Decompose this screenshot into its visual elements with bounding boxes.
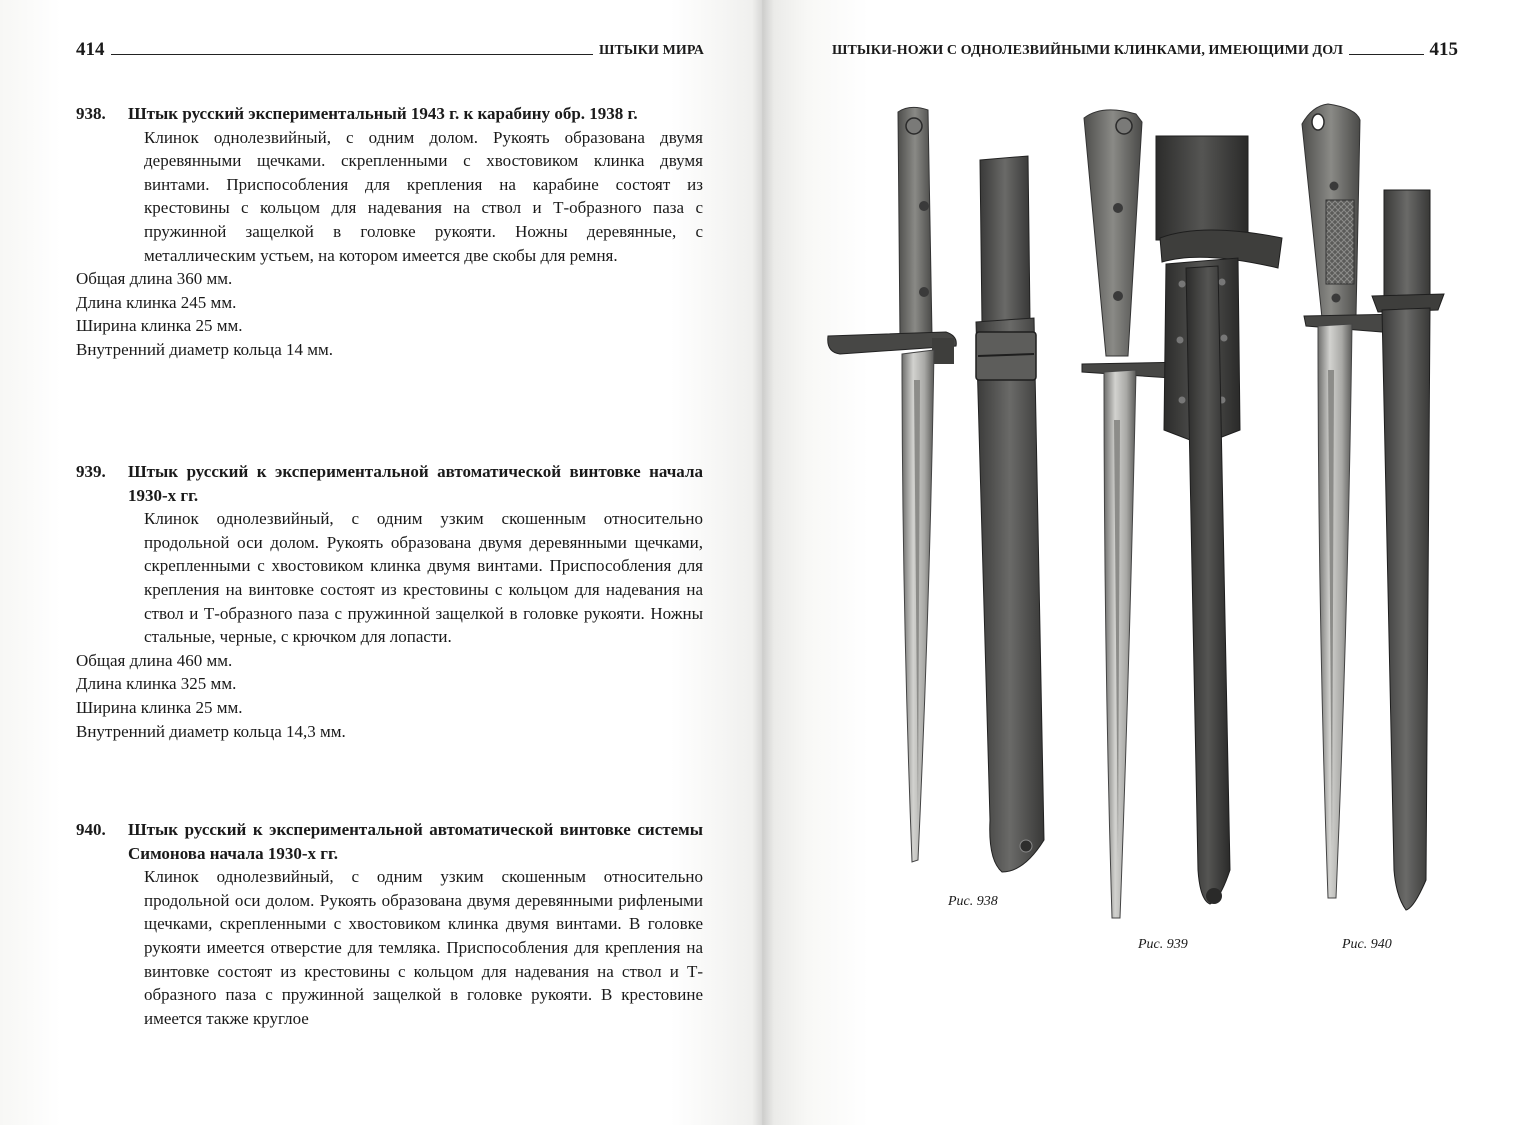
entry-939-spec: Ширина клинка 25 мм. bbox=[76, 697, 243, 717]
entry-940-number: 940. bbox=[76, 820, 106, 839]
entry-940-title bbox=[76, 818, 703, 865]
entry-938-spec: Ширина клинка 25 мм. bbox=[76, 316, 243, 336]
entry-938-description: Клинок однолезвийный, с одним долом. Рукоять образована двумя деревянными щечками. скрепленными с хвостовиком клинка двумя винтами. Приспособления для крепления на карабине состоят из крестовины с кольцом для надевания на ствол и Т-образного паза с пружинной защелкой в головке рукояти. Ножны деревянные, с металлическим устьем, на котором имеется две скобы для ремня. bbox=[144, 127, 703, 265]
entry-939 bbox=[76, 460, 703, 743]
entry-938-spec: Внутренний диаметр кольца 14 мм. bbox=[76, 339, 334, 359]
bayonet-938-icon bbox=[828, 107, 957, 862]
caption-fig-938: Рис. 938 bbox=[948, 894, 998, 909]
caption-fig-940: Рис. 940 bbox=[1342, 937, 1392, 952]
entry-939-spec: Общая длина 460 мм. bbox=[76, 650, 233, 670]
left-page-header bbox=[76, 34, 704, 60]
entry-938 bbox=[76, 102, 703, 362]
header-rule-left bbox=[111, 54, 594, 55]
entry-938-spec: Длина клинка 245 мм. bbox=[76, 292, 237, 312]
scabbard-938-icon bbox=[976, 156, 1044, 872]
bayonets-photo bbox=[762, 0, 1524, 1125]
entry-940-heading: Штык русский к экспериментальной автоматической винтовке системы Симонова начала 1930-х гг. bbox=[128, 820, 703, 863]
page-number-left: 414 bbox=[76, 39, 105, 60]
entry-939-description: Клинок однолезвийный, с одним узким скошенным относительно продольной оси долом. Рукоять образована двумя деревянными щечками, скрепленными с хвостовиком клинка двумя винтами. Приспособления для крепления на винтовке состоят из крестовины с кольцом для надевания на ствол и Т-образного паза с пружинной защелкой в головке рукояти. Ножны стальные, черные, с крючком для лопасти. bbox=[144, 509, 703, 647]
page-number-right: 415 bbox=[1429, 39, 1458, 60]
scabbard-940-icon bbox=[1372, 190, 1444, 910]
entry-940-description: Клинок однолезвийный, с одним узким скошенным относительно продольной оси долом. Рукоять образована двумя деревянными рифлеными щечками, скрепленными с хвостовиком клинка двумя винтами. В головке рукояти имеется отверстие для темляка. Приспособления для крепления на винтовке состоят из крестовины с кольцом для надевания на ствол и Т-образного паза с пружинной защелкой в головке рукояти. В крестовине имеется также круглое bbox=[144, 867, 703, 1028]
right-page bbox=[762, 0, 1524, 1125]
running-head-left: ШТЫКИ МИРА bbox=[599, 43, 704, 58]
caption-fig-939: Рис. 939 bbox=[1138, 937, 1188, 952]
entry-939-spec: Длина клинка 325 мм. bbox=[76, 674, 237, 694]
entry-939-title bbox=[76, 460, 703, 507]
entry-938-title bbox=[76, 102, 703, 126]
entry-938-heading: Штык русский экспериментальный 1943 г. к карабину обр. 1938 г. bbox=[128, 104, 638, 123]
book-gutter bbox=[752, 0, 774, 1125]
entry-939-spec: Внутренний диаметр кольца 14,3 мм. bbox=[76, 721, 346, 741]
entry-939-number: 939. bbox=[76, 462, 106, 481]
entry-938-spec: Общая длина 360 мм. bbox=[76, 269, 233, 289]
entry-940 bbox=[76, 818, 703, 1030]
entry-938-number: 938. bbox=[76, 104, 106, 123]
entry-939-heading: Штык русский к экспериментальной автоматической винтовке начала 1930-х гг. bbox=[128, 462, 703, 505]
scabbard-939-icon bbox=[1156, 136, 1282, 904]
running-head-right: ШТЫКИ-НОЖИ С ОДНОЛЕЗВИЙНЫМИ КЛИНКАМИ, ИМЕЮЩИМИ ДОЛ bbox=[832, 43, 1344, 58]
